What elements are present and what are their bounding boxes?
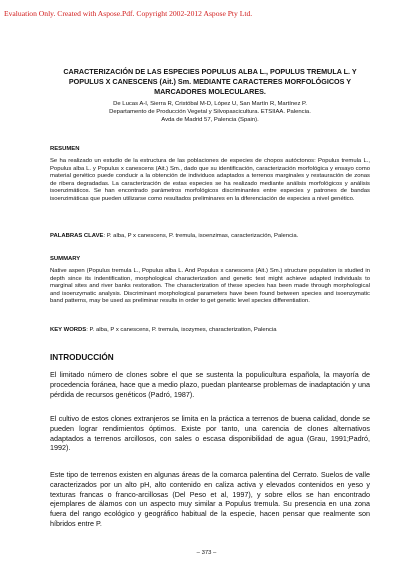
introduccion-heading: INTRODUCCIÓN [50,353,114,362]
intro-paragraph-2: El cultivo de estos clones extranjeros se limita en la práctica a terrenos de buena calidad, donde se pueden lograr rendimientos óptimos. Existe por tanto, una carencia de clones alternativos adaptados a terrenos arcillosos, con sales o escasa disponibilidad de agua (Grau, 1991;Padró, 1992). [50,414,370,453]
resumen-text: Se ha realizado un estudio de la estructura de las poblaciones de especies de chopos autóctonos: Populus tremula L., Populus alba L. y Populus x canescens (Ait.) Sm., dado que su identificación, caracterización morfológica y ensayo como material genético puede conducir a la obtención de individuos adaptados a terrenos marginales y restauración de zonas de ribera degradadas. La caracterización de estas especies se ha realizado mediante análisis morfológicos y análisis isoenzimáticos. Se han encontrado parámetros morfológicos discriminantes entre especies y patrones de bandas isoenzimáticas que pueden utilizarse como resultados preliminares en la diferenciación de especies a nivel genético. [50,158,370,202]
summary-heading: SUMMARY [50,256,81,262]
author-affiliation: Departamento de Producción Vegetal y Silvopascicultura. ETSIIAA. Palencia. [109,109,311,116]
summary-text: Native aspen (Populus tremula L., Populus alba L. And Populus x canescens (Ait.) Sm.) structure population is studied in depth since its indentification, morphological characterization and genetic test might achieve adapted individuals to marginal sites and river banks restoration. The characterization of these species has been made through morphological and isoenzymatic analysis. Discriminant morphological parameters have been found between species and isoenzymatic band patterns, may be used as preliminar results in order to get genetic level species differentiation. [50,268,370,304]
palabras-clave [50,233,380,241]
keywords [50,327,380,335]
author-address: Avda de Madrid 57, Palencia (Spain). [161,117,259,124]
intro-paragraph-3: Este tipo de terrenos existen en algunas áreas de la comarca palentina del Cerrato. Suelos de valle caracterizados por un alto pH, alto contenido en caliza activa y elevados contenidos en yeso y texturas francas o franco-arcillosas (Del Peso et al, 1997), y sobre ellos se han encontrado ejemplares de álamos con un aspecto muy similar a Populus tremula. Su presencia en una zona fuera del rango ecológico y geográfico habitual de la especie, hacen pensar que realmente son híbridos entre P. [50,470,370,528]
keywords-text: : P. alba, P x canescens, P. tremula, isozymes, characterization, Palencia [86,327,277,333]
watermark-text: Evaluation Only. Created with Aspose.Pdf. Copyright 2002-2012 Aspose Pty Ltd. [4,9,253,18]
page-number: – 373 – [196,550,217,556]
author-block [60,100,360,125]
paper-title: CARACTERIZACIÓN DE LAS ESPECIES POPULUS ALBA L., POPULUS TREMULA L. Y POPULUS X CANESCENS (Ait.) Sm. MEDIANTE CARACTERES MORFOLÓGICOS Y MARCADORES MOLECULARES. [63,67,357,97]
palabras-clave-label: PALABRAS CLAVE [50,233,104,239]
intro-paragraph-1: El limitado número de clones sobre el que se sustenta la populicultura española, la mayoría de procedencia foránea, hace que a medio plazo, puedan plantearse problemas de inadaptación y una pérdida de recursos genéticos (Padró, 1987). [50,370,370,399]
author-names: De Lucas A-I, Sierra R, Cristóbal M-D, López U, San Martín R, Martínez P. [113,101,307,107]
palabras-clave-text: : P. alba, P x canescens, P. tremula, isoenzimas, caracterización, Palencia. [103,233,299,239]
keywords-label: KEY WORDS [50,327,87,333]
resumen-heading: RESUMEN [50,146,80,152]
